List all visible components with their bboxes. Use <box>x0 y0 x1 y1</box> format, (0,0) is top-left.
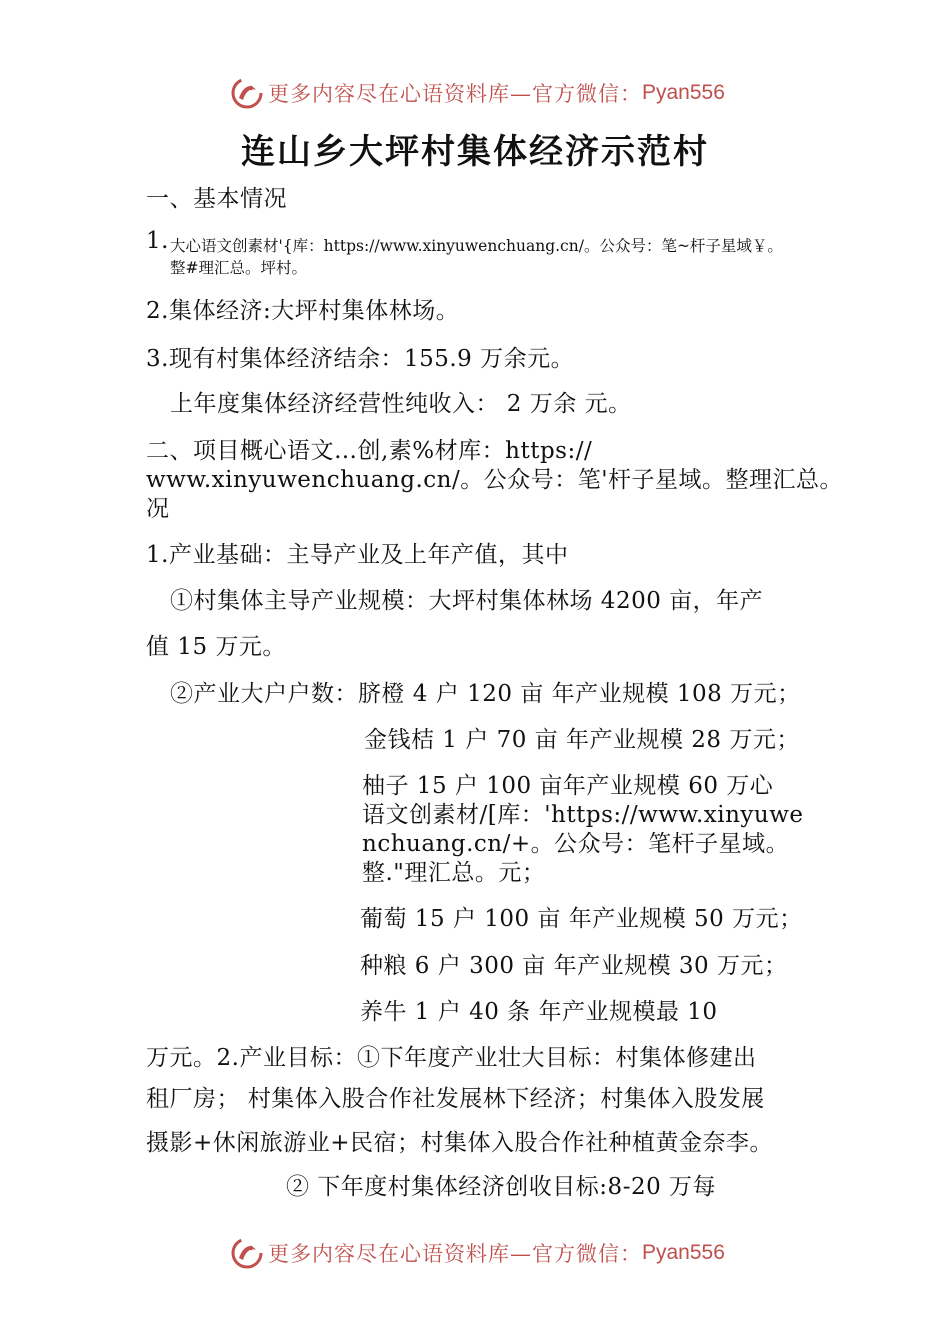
section-heading: 二、项目概心语文…创,素%材库：https:// <box>146 438 593 464</box>
paragraph-line: 2.集体经济:大坪村集体林场。 <box>146 298 460 324</box>
watermark-account: Pyan556 <box>642 81 725 104</box>
section-heading-cont: 况 <box>146 496 170 522</box>
section-heading-cont: www.xinyuwenchuang.cn/。公众号：笔'杆子星域。整理汇总。 <box>146 467 844 493</box>
paragraph-line: 租厂房； 村集体入股合作社发展林下经济；村集体入股发展 <box>146 1086 765 1112</box>
paragraph-line: 摄影+休闲旅游业+民宿；村集体入股合作社种植黄金奈李。 <box>146 1130 774 1156</box>
watermark-banner-bottom <box>230 1236 725 1270</box>
paragraph-line: 整."理汇总。元； <box>362 860 546 886</box>
paragraph-line: nchuang.cn/+。公众号：笔杆子星域。 <box>362 831 790 857</box>
watermark-banner-top <box>230 76 725 110</box>
paragraph-line: 值 15 万元。 <box>146 634 286 660</box>
item-number: 1. <box>146 228 169 254</box>
paragraph-line: ②产业大户户数：脐橙 4 户 120 亩 年产业规模 108 万元； <box>170 681 801 707</box>
page-title: 连山乡大坪村集体经济示范村 <box>241 132 709 172</box>
paragraph-line: 1.产业基础：主导产业及上年产值，其中 <box>146 542 569 568</box>
watermark-text: 更多内容尽在心语资料库—官方微信： <box>268 1242 642 1266</box>
paragraph-line: 3.现有村集体经济结余：155.9 万余元。 <box>146 346 575 372</box>
list-item <box>146 228 169 254</box>
paragraph-line: 万元。2.产业目标：①下年度产业壮大目标：村集体修建出 <box>146 1045 757 1071</box>
paragraph-line: 养牛 1 户 40 条 年产业规模最 10 <box>360 999 718 1025</box>
paragraph-line: ①村集体主导产业规模：大坪村集体林场 4200 亩，年产 <box>170 588 764 614</box>
watermark-text: 更多内容尽在心语资料库—官方微信： <box>268 82 642 106</box>
watermark-account: Pyan556 <box>642 1241 725 1264</box>
paragraph-line: ② 下年度村集体经济创收目标:8-20 万每 <box>286 1174 717 1200</box>
paragraph-line: 金钱桔 1 户 70 亩 年产业规模 28 万元； <box>364 727 800 753</box>
section-heading: 一、基本情况 <box>146 186 287 212</box>
brand-logo-icon <box>230 76 264 110</box>
brand-logo-icon <box>230 1236 264 1270</box>
paragraph-line: 整#理汇总。坪村。 <box>170 259 307 277</box>
paragraph-line: 语文创素材/[库：'https://www.xinyuwe <box>362 802 804 828</box>
paragraph-line: 种粮 6 户 300 亩 年产业规模 30 万元； <box>360 953 788 979</box>
paragraph-line: 大心语文创素材'{库：https://www.xinyuwenchuang.cn/。公众号：笔~杆子星域￥。 <box>170 237 783 255</box>
paragraph-line: 上年度集体经济经营性纯收入： 2 万余 元。 <box>170 391 632 417</box>
paragraph-line: 葡萄 15 户 100 亩 年产业规模 50 万元； <box>360 906 803 932</box>
paragraph-line: 柚子 15 户 100 亩年产业规模 60 万心 <box>362 773 774 799</box>
